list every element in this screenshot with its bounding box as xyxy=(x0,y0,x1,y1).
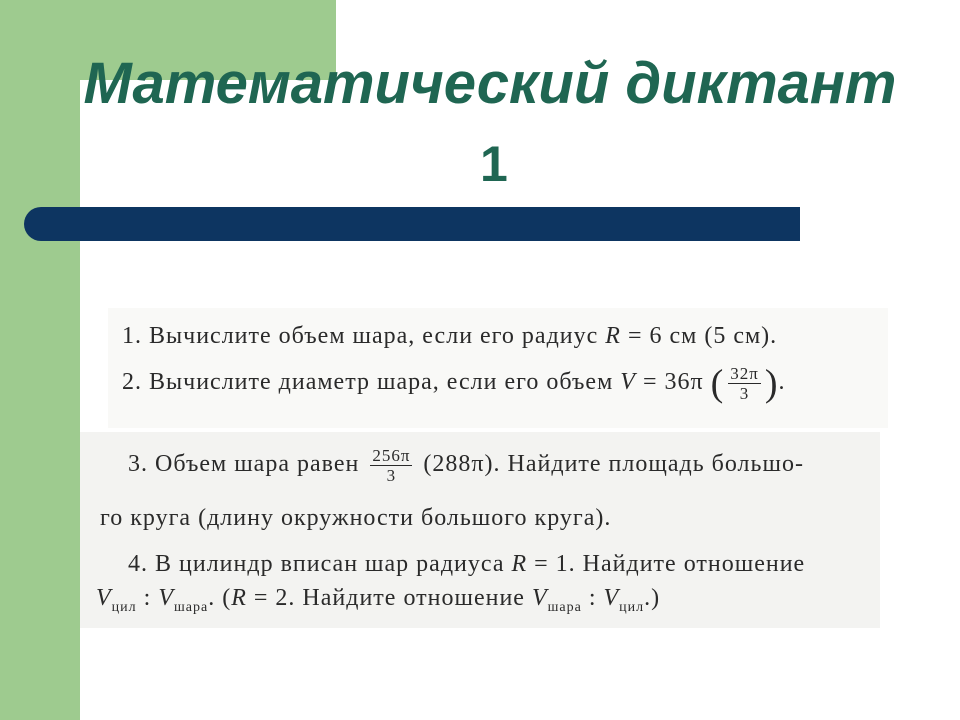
problem-1-text: 1. Вычислите объем шара, если его радиус xyxy=(122,323,606,349)
problem-4-alt-variable: R xyxy=(231,585,247,611)
problem-2-variable: V xyxy=(620,369,636,396)
problem-1-variable: R xyxy=(605,323,621,349)
problem-1 xyxy=(122,322,777,350)
open-paren: ( xyxy=(710,362,725,405)
v-sphere-subscript-2: шара xyxy=(547,599,582,615)
problem-2-value: = 36π xyxy=(635,369,711,396)
problem-3 xyxy=(128,446,804,485)
problem-1-value: = 6 см (5 см). xyxy=(620,323,778,349)
problem-2-text: 2. Вычислите диаметр шара, если его объем xyxy=(122,369,621,396)
problem-4 xyxy=(128,550,805,578)
problem-2 xyxy=(122,364,786,403)
slide-title: Математический диктант xyxy=(83,51,897,116)
problem-4-end: .) xyxy=(644,585,661,611)
problem-2-fraction xyxy=(728,364,761,403)
problem-3-fraction xyxy=(370,446,412,485)
problem-2-fraction-denominator: 3 xyxy=(739,384,750,403)
title-underline-bar xyxy=(24,207,800,241)
v-sphere-subscript: шара xyxy=(174,599,209,615)
problem-3-fraction-denominator: 3 xyxy=(386,466,397,485)
problem-4-text: 4. В цилиндр вписан шар радиуса xyxy=(128,551,512,577)
v-cyl-subscript-2: цил xyxy=(619,599,645,615)
problem-3-text: 3. Объем шара равен xyxy=(128,451,367,478)
problem-4-mid: . ( xyxy=(208,585,232,611)
v-cyl-symbol-2: V xyxy=(603,585,620,611)
v-sphere-symbol: V xyxy=(158,585,174,611)
problem-3-line-2: го круга (длину окружности большого круга). xyxy=(100,505,612,531)
problem-2-fraction-numerator: 32π xyxy=(730,364,759,383)
problem-4-alt-value: = 2. Найдите отношение xyxy=(246,585,532,611)
close-paren: ) xyxy=(764,362,779,405)
problem-3-after: (288π). Найдите площадь большо- xyxy=(416,451,804,478)
slide-title-number: 1 xyxy=(480,136,508,192)
v-cyl-symbol: V xyxy=(96,585,112,611)
problem-4-line-2 xyxy=(96,584,660,622)
problem-scan xyxy=(80,308,880,628)
v-sphere-symbol-2: V xyxy=(531,585,548,611)
ratio-colon: : xyxy=(136,585,159,611)
problem-2-tail: . xyxy=(778,369,786,396)
v-cyl-subscript: цил xyxy=(111,599,137,615)
problem-4-value: = 1. Найдите отношение xyxy=(527,551,806,577)
problem-3-fraction-numerator: 256π xyxy=(372,446,411,465)
problem-4-variable: R xyxy=(511,551,528,577)
ratio-colon-2: : xyxy=(581,585,604,611)
